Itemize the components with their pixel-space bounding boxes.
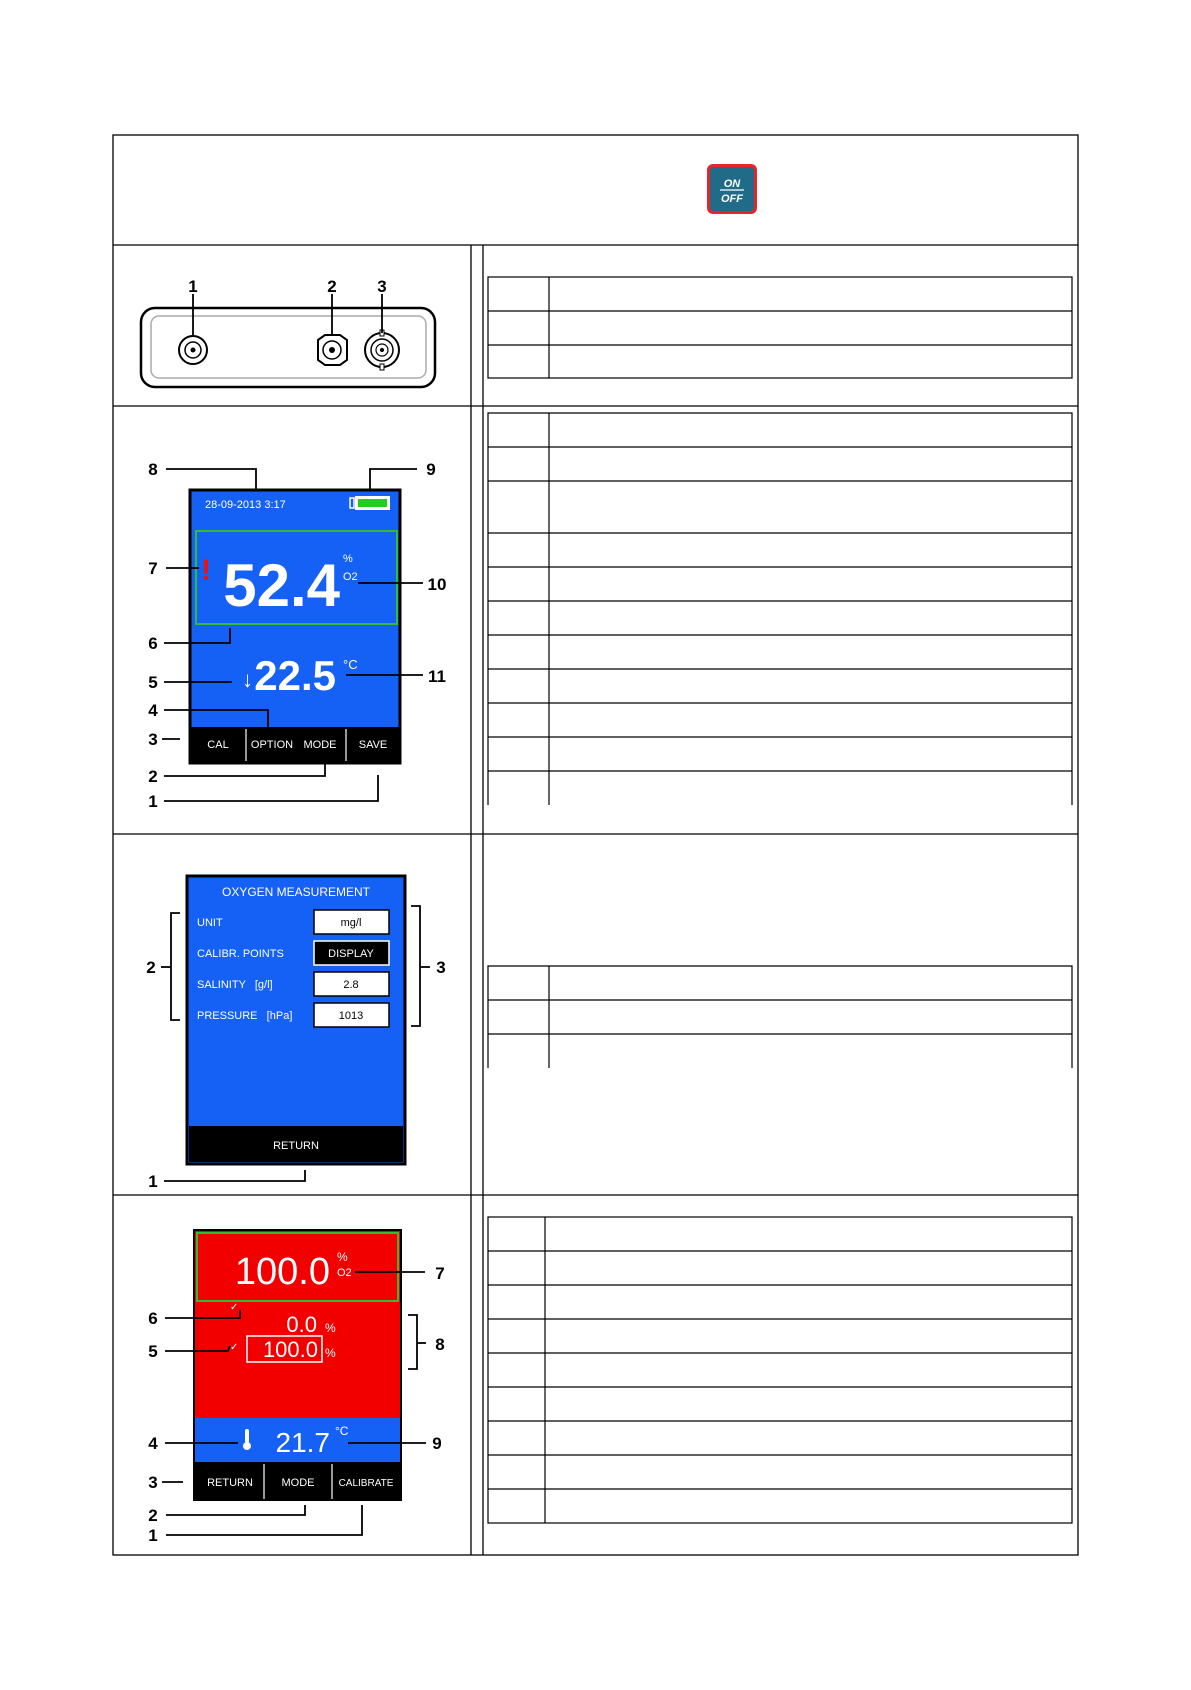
- battery-icon: [350, 496, 390, 510]
- cal-callout-9: 9: [432, 1434, 442, 1453]
- measure-callout-2: 2: [148, 767, 158, 786]
- cal-temperature-value: 21.7: [275, 1427, 330, 1458]
- cal-point1-check-icon: ✓: [230, 1302, 239, 1313]
- options-title: OXYGEN MEASUREMENT: [221, 885, 371, 899]
- softkey-mode[interactable]: MODE: [281, 1477, 315, 1489]
- connector-1-socket: [179, 336, 207, 364]
- measure-callout-7: 7: [148, 559, 158, 578]
- cal-callout-7: 7: [435, 1264, 445, 1283]
- connector-panel: [141, 277, 435, 387]
- main-measurement-value: 52.4: [223, 552, 340, 619]
- temperature-arrow-icon: ↓: [242, 667, 253, 692]
- cal-callout-6: 6: [148, 1309, 158, 1328]
- cal-callout-8: 8: [435, 1335, 445, 1354]
- measurement-description-table: [488, 413, 1072, 805]
- cal-callout-2: 2: [148, 1506, 158, 1525]
- cal-callout-3: 3: [148, 1473, 158, 1492]
- softkey-option[interactable]: OPTION: [250, 739, 294, 751]
- on-label: ON: [723, 178, 741, 190]
- measure-callout-10: 10: [427, 575, 447, 594]
- on-off-button[interactable]: [707, 164, 757, 214]
- option-label-unit: UNIT: [197, 917, 223, 929]
- cal-main-value: 100.0: [234, 1251, 330, 1293]
- options-display: [187, 876, 405, 1164]
- cal-point2-unit: %: [325, 1346, 336, 1360]
- softkey-save[interactable]: SAVE: [358, 739, 388, 751]
- connector-callout-3: 3: [377, 277, 387, 296]
- option-field-salinity[interactable]: [314, 972, 389, 996]
- softkey-mode[interactable]: MODE: [303, 739, 337, 751]
- cal-point2-check-icon: ✓: [230, 1342, 239, 1353]
- measure-callout-1: 1: [148, 792, 158, 811]
- measure-callout-9: 9: [426, 460, 436, 479]
- connector-callout-1: 1: [188, 277, 198, 296]
- option-label-salinity: SALINITY [g/l]: [197, 979, 273, 991]
- softkey-calibrate[interactable]: CALIBRATE: [338, 1478, 394, 1489]
- options-callout-1: 1: [148, 1172, 158, 1191]
- cal-callout-5: 5: [148, 1342, 158, 1361]
- measure-callout-6: 6: [148, 634, 158, 653]
- option-value-salinity: 2.8: [343, 979, 359, 991]
- softkey-return[interactable]: RETURN: [207, 1477, 253, 1489]
- options-callout-3: 3: [436, 958, 446, 977]
- off-label: OFF: [721, 193, 743, 205]
- cal-main-unit-percent: %: [337, 1250, 348, 1264]
- temperature-value: 22.5: [254, 652, 336, 699]
- option-field-calibr-points[interactable]: [314, 941, 389, 965]
- measure-callout-11: 11: [428, 667, 446, 686]
- cal-point1-unit: %: [325, 1321, 336, 1335]
- option-value-calibr-points: DISPLAY: [328, 948, 374, 960]
- main-unit-percent: %: [343, 553, 353, 565]
- cal-point2-value: 100.0: [262, 1337, 318, 1362]
- calibration-display: [193, 1229, 402, 1501]
- cal-point1-value: 0.0: [286, 1312, 317, 1337]
- option-field-pressure[interactable]: [314, 1003, 389, 1027]
- option-field-unit[interactable]: [314, 910, 389, 934]
- main-unit-o2: O2: [343, 571, 358, 583]
- connector-callout-2: 2: [327, 277, 337, 296]
- measure-callout-5: 5: [148, 673, 158, 692]
- cal-temperature-unit: °C: [335, 1424, 349, 1438]
- cal-callout-1: 1: [148, 1526, 158, 1545]
- option-value-pressure: 1013: [338, 1010, 364, 1022]
- option-label-calibr-points: CALIBR. POINTS: [197, 948, 284, 960]
- connector-description-table: [488, 277, 1072, 378]
- cal-main-unit-o2: O2: [337, 1267, 352, 1279]
- measure-callout-4: 4: [148, 701, 158, 720]
- options-callout-2: 2: [146, 958, 156, 977]
- measure-callout-3: 3: [148, 730, 158, 749]
- softkey-cal[interactable]: CAL: [207, 739, 229, 751]
- measurement-display: [190, 490, 400, 763]
- calibration-description-table: [488, 1217, 1072, 1523]
- options-description-table: [488, 966, 1072, 1068]
- cal-callout-4: 4: [148, 1434, 158, 1453]
- temperature-unit: °C: [343, 657, 358, 672]
- options-return-button[interactable]: RETURN: [273, 1140, 319, 1152]
- measure-callout-8: 8: [148, 460, 158, 479]
- option-value-unit: mg/l: [340, 917, 362, 929]
- date-time: 28-09-2013 3:17: [205, 499, 286, 511]
- connector-2-socket: [318, 335, 347, 365]
- warning-icon: !: [201, 554, 211, 587]
- option-label-pressure: PRESSURE [hPa]: [197, 1010, 293, 1022]
